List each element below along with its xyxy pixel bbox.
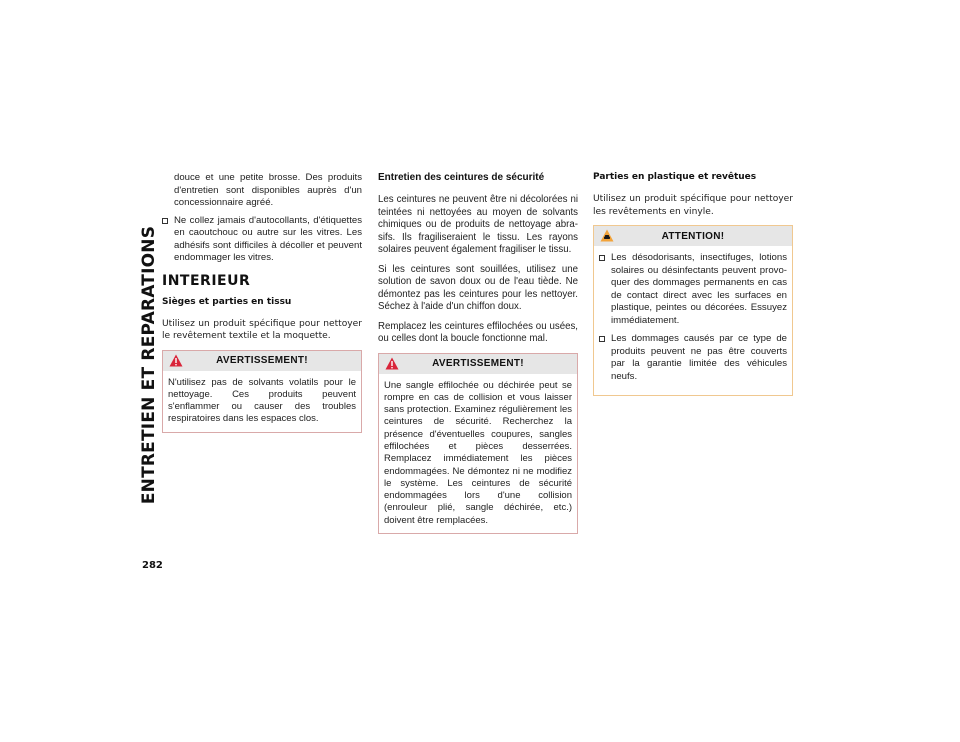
attention-title: ATTENTION!	[661, 230, 725, 242]
paragraph-sieges: Utilisez un produit spécifique pour nettoyer le revêtement textile et la moquette.	[162, 318, 362, 341]
warning-text: Une sangle effilochée ou déchirée peut se rompre en cas de collision et vous laisser sans protection. Examinez régulièrement les ceintures de sécurité. Recherchez la présence d'éventuelles coupures, sangles effilochées et pièces desserrées. Remplacez immédiatement les pièces endommagées. Ne démontez ni ne modifiez le système. Les ceintures de sécurité endommagées lors d'une collision (enrouleur plié, sangle déchirée, etc.) doivent être remplacées.	[384, 379, 572, 526]
section-heading-interieur: INTERIEUR	[162, 272, 251, 289]
bullet-text: Ne collez jamais d'autocollants, d'étiquettes en caoutchouc ou autre sur les vitres. Les adhésifs sont difficiles à décoller et peuvent endommager les vitres.	[174, 214, 362, 263]
attention-bullet-text: Les désodorisants, insectifuges, lotions solaires ou désinfectants peuvent provo-quer des dommages permanents en cas de contact direct avec les surfaces en plastique, peintes ou décorées. Essuyez immédiatement.	[611, 252, 787, 326]
side-chapter-title	[136, 172, 162, 558]
column-1	[162, 172, 362, 439]
attention-header	[594, 226, 792, 246]
warning-triangle-icon	[385, 357, 399, 370]
bullet-square-icon	[599, 336, 605, 342]
car-caution-icon	[600, 229, 614, 242]
subheading-ceintures: Entretien des ceintures de sécurité	[378, 172, 545, 183]
warning-title: AVERTISSEMENT!	[432, 358, 524, 369]
warning-text: N'utilisez pas de solvants volatils pour le nettoyage. Ces produits peuvent s'enflammer ou causer des troubles respiratoires dans les espaces clos.	[168, 376, 356, 425]
warning-header	[379, 354, 577, 374]
attention-box	[593, 225, 793, 396]
continued-text: douce et une petite brosse. Des produits d'entretien sont disponibles auprès d'un concessionnaire agréé.	[174, 172, 362, 208]
warning-triangle-icon	[169, 354, 183, 367]
continued-bullet-text	[162, 172, 362, 210]
bullet-square-icon	[162, 218, 168, 224]
attention-body	[594, 246, 792, 395]
paragraph-ceintures-2: Si les ceintures sont souillées, utilisez une solution de savon doux ou de l'eau tiède. Ne démontez pas les ceintures pour les nettoyer. Séchez à l'aide d'un chiffon doux.	[378, 263, 578, 312]
paragraph-plastique: Utilisez un produit spécifique pour nettoyer les revêtements en vinyle.	[593, 194, 793, 217]
side-chapter-title-text: ENTRETIEN ET REPARATIONS	[139, 225, 159, 505]
paragraph-ceintures-1: Les ceintures ne peuvent être ni décolorées ni teintées ni nettoyées au moyen de solvants chimiques ou de produits de nettoyage abra-sifs. Ils fragiliseraient le tissu. Les rayons solaires peuvent également fragiliser le tissu.	[378, 194, 578, 255]
attention-bullet	[599, 333, 787, 383]
subheading-plastique: Parties en plastique et revêtues	[593, 172, 757, 182]
subheading-sieges: Sièges et parties en tissu	[162, 296, 292, 307]
warning-box-ceintures	[378, 353, 578, 535]
paragraph-ceintures-3: Remplacez les ceintures effilochées ou usées, ou celles dont la boucle fonctionne mal.	[378, 320, 578, 344]
bullet-item	[162, 215, 362, 265]
warning-box	[162, 350, 362, 433]
page-number: 282	[142, 560, 163, 571]
column-3	[593, 172, 793, 402]
attention-bullet-text: Les dommages causés par ce type de produits peuvent ne pas être couverts par la garantie limitée des véhicules neufs.	[611, 333, 787, 382]
bullet-square-icon	[599, 255, 605, 261]
warning-header	[163, 351, 361, 371]
warning-title: AVERTISSEMENT!	[216, 355, 308, 366]
column-2	[378, 172, 578, 540]
attention-bullet	[599, 252, 787, 327]
